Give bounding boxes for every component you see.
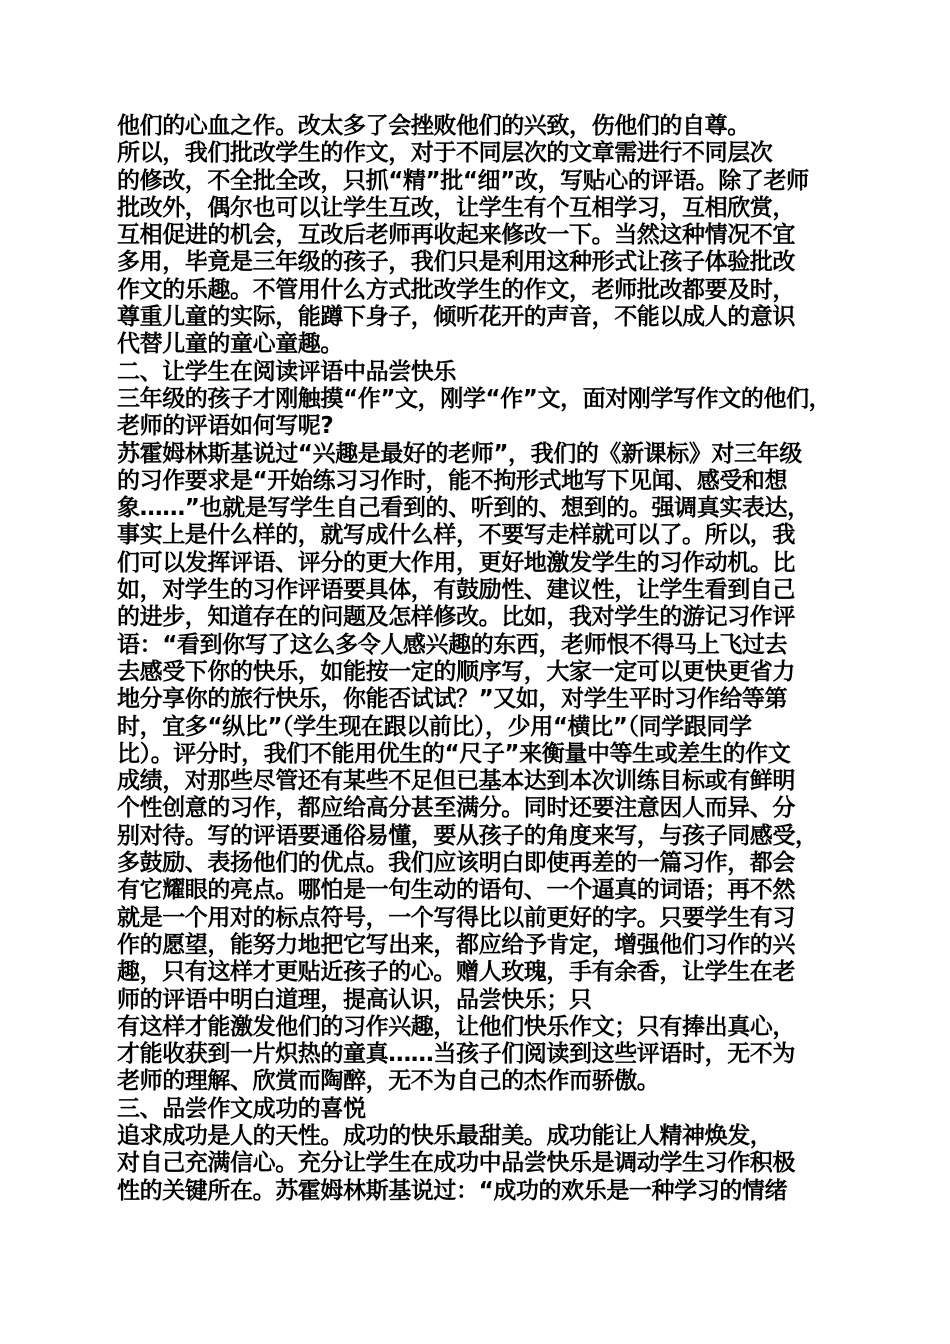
text-line: 对自己充满信心。充分让学生在成功中品尝快乐是调动学生习作积极 — [117, 1150, 796, 1177]
text-line: 象……”也就是写学生自己看到的、听到的、想到的。强调真实表达， — [117, 495, 810, 522]
text-line: 别对待。写的评语要通俗易懂，要从孩子的角度来写，与孩子同感受， — [117, 822, 818, 849]
text-line: 互相促进的机会，互改后老师再收起来修改一下。当然这种情况不宜 — [117, 222, 796, 249]
text-line: 比）。评分时，我们不能用优生的“尺子”来衡量中等生或差生的作文 — [117, 740, 791, 767]
text-line: 所以，我们批改学生的作文，对于不同层次的文章需进行不同层次 — [117, 140, 773, 167]
text-line: 老师的理解、欣赏而陶醉，无不为自己的杰作而骄傲。 — [117, 1068, 660, 1095]
text-line: 趣，只有这样才更贴近孩子的心。赠人玫瑰，手有余香，让学生在老 — [117, 959, 796, 986]
text-line: 地分享你的旅行快乐，你能否试试？”又如，对学生平时习作给等第 — [117, 686, 788, 713]
text-line: 性的关键所在。苏霍姆林斯基说过：“成功的欢乐是一种学习的情绪 — [117, 1177, 788, 1204]
text-line: 老师的评语如何写呢? — [117, 413, 334, 440]
text-line: 才能收获到一片炽热的童真……当孩子们阅读到这些评语时，无不为 — [117, 1041, 796, 1068]
text-line: 有它耀眼的亮点。哪怕是一句生动的语句、一个逼真的词语；再不然 — [117, 877, 796, 904]
text-line: 语：“看到你写了这么多令人感兴趣的东西，老师恨不得马上飞过去 — [117, 631, 788, 658]
text-line: 三、品尝作文成功的喜悦 — [117, 1095, 366, 1122]
text-line: 代替儿童的童心童趣。 — [117, 331, 344, 358]
text-line: 批改外，偶尔也可以让学生互改，让学生有个互相学习，互相欣赏， — [117, 194, 796, 221]
text-line: 作文的乐趣。不管用什么方式批改学生的作文，老师批改都要及时， — [117, 276, 796, 303]
text-line: 去感受下你的快乐，如能按一定的顺序写，大家一定可以更快更省力 — [117, 658, 796, 685]
text-line: 苏霍姆林斯基说过“兴趣是最好的老师”，我们的《新课标》对三年级 — [117, 440, 802, 467]
text-line: 作的愿望，能努力地把它写出来，都应给予肯定，增强他们习作的兴 — [117, 931, 796, 958]
text-line: 二、让学生在阅读评语中品尝快乐 — [117, 358, 457, 385]
document-body-text — [117, 113, 847, 1205]
text-line: 就是一个用对的标点符号，一个写得比以前更好的字。只要学生有习 — [117, 904, 796, 931]
text-line: 个性创意的习作，都应给高分甚至满分。同时还要注意因人而异、分 — [117, 795, 796, 822]
text-line: 师的评语中明白道理，提高认识，品尝快乐；只 — [117, 986, 592, 1013]
text-line: 尊重儿童的实际，能蹲下身子，倾听花开的声音，不能以成人的意识 — [117, 304, 796, 331]
text-line: 成绩，对那些尽管还有某些不足但已基本达到本次训练目标或有鲜明 — [117, 768, 796, 795]
text-line: 多鼓励、表扬他们的优点。我们应该明白即使再差的一篇习作，都会 — [117, 850, 796, 877]
text-line: 他们的心血之作。改太多了会挫败他们的兴致，伤他们的自尊。 — [117, 113, 750, 139]
text-line: 三年级的孩子才刚触摸“作”文，刚学“作”文，面对刚学写作文的他们， — [117, 385, 832, 412]
text-line: 的习作要求是“开始练习习作时，能不拘形式地写下见闻、感受和想 — [117, 467, 788, 494]
text-line: 如，对学生的习作评语要具体，有鼓励性、建议性，让学生看到自己 — [117, 577, 796, 604]
text-line: 的进步，知道存在的问题及怎样修改。比如，我对学生的游记习作评 — [117, 604, 796, 631]
text-line: 事实上是什么样的，就写成什么样，不要写走样就可以了。所以，我 — [117, 522, 796, 549]
text-line: 追求成功是人的天性。成功的快乐最甜美。成功能让人精神焕发， — [117, 1122, 773, 1149]
text-line: 有这样才能激发他们的习作兴趣，让他们快乐作文；只有捧出真心， — [117, 1013, 796, 1040]
text-line: 们可以发挥评语、评分的更大作用，更好地激发学生的习作动机。比 — [117, 549, 796, 576]
text-line: 的修改，不全批全改，只抓“精”批“细”改，写贴心的评语。除了老师 — [117, 167, 809, 194]
text-line: 多用，毕竟是三年级的孩子，我们只是利用这种形式让孩子体验批改 — [117, 249, 796, 276]
text-line: 时，宜多“纵比”（学生现在跟以前比），少用“横比”（同学跟同学 — [117, 713, 752, 740]
